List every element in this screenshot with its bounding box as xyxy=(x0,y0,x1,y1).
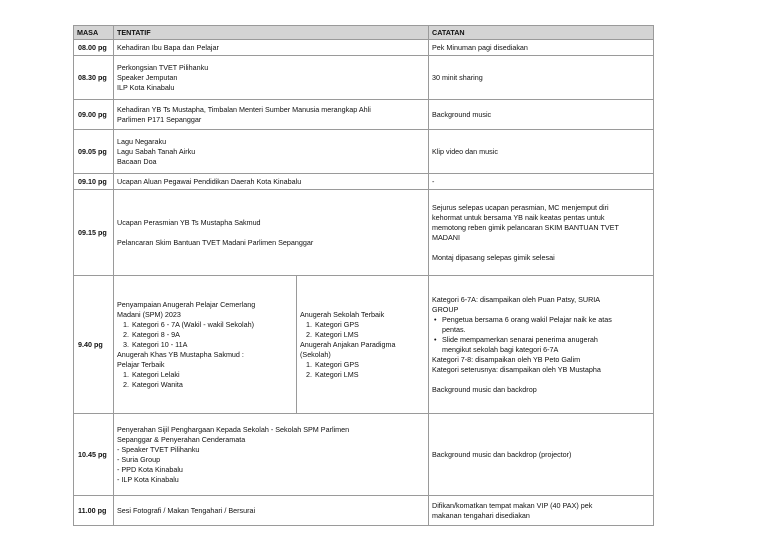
table-row xyxy=(74,130,654,174)
list-item: 1. Kategori 6 - 7A (Wakil - wakil Sekolah) xyxy=(131,320,293,330)
table-row xyxy=(74,174,654,190)
catatan-cell xyxy=(429,414,654,496)
list-item: - ILP Kota Kinabalu xyxy=(117,475,425,485)
catatan-text: - xyxy=(432,176,435,186)
catatan-text: MADANI xyxy=(432,232,460,242)
tentatif-text: Pelancaran Skim Bantuan TVET Madani Parlimen Sepanggar xyxy=(117,237,314,247)
tentatif-text: Ucapan Aluan Pegawai Pendidikan Daerah Kota Kinabalu xyxy=(117,176,302,186)
award-category-list xyxy=(117,370,293,390)
list-item: 2. Kategori 8 - 9A xyxy=(131,330,293,340)
list-item: 3. Kategori 10 - 11A xyxy=(131,340,293,350)
tentatif-text: Speaker Jemputan xyxy=(117,72,178,82)
table-row xyxy=(74,276,654,414)
award-heading: Madani (SPM) 2023 xyxy=(117,309,181,319)
time-cell: 11.00 pg xyxy=(74,496,114,526)
catatan-text: • Pengetua bersama 6 orang wakil Pelajar naik ke atas xyxy=(442,314,612,324)
list-item: 1. Kategori GPS xyxy=(314,320,425,330)
catatan-text: 30 minit sharing xyxy=(432,72,483,82)
table-row xyxy=(74,100,654,130)
tentatif-text: Parlimen P171 Sepanggar xyxy=(117,114,202,124)
award-heading: Anugerah Sekolah Terbaik xyxy=(300,309,385,319)
catatan-text: pentas. xyxy=(442,324,466,334)
time-cell: 09.05 pg xyxy=(74,130,114,174)
time-cell: 08.00 pg xyxy=(74,40,114,56)
header-row xyxy=(74,26,654,40)
tentatif-cell xyxy=(114,130,429,174)
catatan-bullet-list xyxy=(432,315,650,355)
catatan-cell xyxy=(429,174,654,190)
list-item: 2. Kategori LMS xyxy=(314,330,425,340)
list-item xyxy=(442,315,650,335)
schedule-table xyxy=(73,25,654,526)
catatan-text: memotong reben gimik pelancaran SKIM BANTUAN TVET xyxy=(432,222,619,232)
tentatif-text: ILP Kota Kinabalu xyxy=(117,82,175,92)
award-heading: Anugerah Khas YB Mustapha Sakmud : xyxy=(117,349,244,359)
catatan-cell xyxy=(429,40,654,56)
time-cell: 08.30 pg xyxy=(74,56,114,100)
time-cell: 09.10 pg xyxy=(74,174,114,190)
header-catatan: CATATAN xyxy=(429,26,654,40)
catatan-text: Background music xyxy=(432,109,492,119)
catatan-text: • Slide mempamerkan senarai penerima anugerah xyxy=(442,334,598,344)
time-cell: 10.45 pg xyxy=(74,414,114,496)
recipient-list xyxy=(117,445,425,485)
catatan-text: Pek Minuman pagi disediakan xyxy=(432,42,528,52)
catatan-text: GROUP xyxy=(432,304,459,314)
tentatif-cell xyxy=(114,40,429,56)
list-item: 2. Kategori Wanita xyxy=(131,380,293,390)
catatan-text: Background music dan backdrop (projector) xyxy=(432,449,572,459)
award-heading: Anugerah Anjakan Paradigma xyxy=(300,339,396,349)
table-row xyxy=(74,40,654,56)
tentatif-left-cell xyxy=(114,276,297,414)
list-item: - Speaker TVET Pilihanku xyxy=(117,445,425,455)
list-item xyxy=(442,335,650,355)
catatan-text: Difikan/komatkan tempat makan VIP (40 PAX) pek xyxy=(432,500,593,510)
award-heading: Penyampaian Anugerah Pelajar Cemerlang xyxy=(117,299,256,309)
list-item: - Suria Group xyxy=(117,455,425,465)
list-item: 1. Kategori GPS xyxy=(314,360,425,370)
header-masa: MASA xyxy=(74,26,114,40)
table-row xyxy=(74,414,654,496)
catatan-cell xyxy=(429,276,654,414)
tentatif-text: Kehadiran YB Ts Mustapha, Timbalan Menteri Sumber Manusia merangkap Ahli xyxy=(117,104,371,114)
catatan-text: mengikut sekolah bagi kategori 6-7A xyxy=(442,344,559,354)
catatan-text: Kategori 6-7A: disampaikan oleh Puan Patsy, SURIA xyxy=(432,294,601,304)
time-cell: 9.40 pg xyxy=(74,276,114,414)
tentatif-text: Sesi Fotografi / Makan Tengahari / Bersurai xyxy=(117,505,256,515)
catatan-cell xyxy=(429,56,654,100)
tentatif-cell xyxy=(114,190,429,276)
tentatif-text: Perkongsian TVET Pilihanku xyxy=(117,62,209,72)
tentatif-text: Penyerahan Sijil Penghargaan Kepada Sekolah - Sekolah SPM Parlimen xyxy=(117,424,350,434)
award-heading: (Sekolah) xyxy=(300,349,331,359)
catatan-text: Background music dan backdrop xyxy=(432,384,537,394)
catatan-cell xyxy=(429,190,654,276)
catatan-text: Kategori 7-8: disampaikan oleh YB Peto Galim xyxy=(432,354,581,364)
catatan-text: makanan tengahari disediakan xyxy=(432,510,530,520)
time-cell: 09.00 pg xyxy=(74,100,114,130)
time-cell: 09.15 pg xyxy=(74,190,114,276)
list-item: 2. Kategori LMS xyxy=(314,370,425,380)
table-row xyxy=(74,190,654,276)
tentatif-text: Ucapan Perasmian YB Ts Mustapha Sakmud xyxy=(117,217,261,227)
tentatif-right-cell xyxy=(297,276,429,414)
award-heading: Pelajar Terbaik xyxy=(117,359,165,369)
tentatif-text: Kehadiran Ibu Bapa dan Pelajar xyxy=(117,42,219,52)
catatan-cell xyxy=(429,496,654,526)
table-row xyxy=(74,496,654,526)
list-item: - PPD Kota Kinabalu xyxy=(117,465,425,475)
list-item: 1. Kategori Lelaki xyxy=(131,370,293,380)
tentatif-text: Lagu Sabah Tanah Airku xyxy=(117,146,196,156)
tentatif-text: Sepanggar & Penyerahan Cenderamata xyxy=(117,434,246,444)
award-category-list xyxy=(117,320,293,350)
catatan-text: Klip video dan music xyxy=(432,146,498,156)
catatan-text: Kategori seterusnya: disampaikan oleh YB Mustapha xyxy=(432,364,601,374)
tentatif-text: Bacaan Doa xyxy=(117,156,157,166)
tentatif-cell xyxy=(114,174,429,190)
tentatif-cell xyxy=(114,496,429,526)
header-tentatif: TENTATIF xyxy=(114,26,429,40)
catatan-text: kehormat untuk bersama YB naik keatas pentas untuk xyxy=(432,212,605,222)
catatan-text: Montaj dipasang selepas gimik selesai xyxy=(432,252,555,262)
tentatif-cell xyxy=(114,100,429,130)
table-row xyxy=(74,56,654,100)
catatan-cell xyxy=(429,130,654,174)
award-category-list xyxy=(300,360,425,380)
catatan-text: Sejurus selepas ucapan perasmian, MC menjemput diri xyxy=(432,202,609,212)
catatan-cell xyxy=(429,100,654,130)
tentatif-text: Lagu Negaraku xyxy=(117,136,167,146)
tentatif-cell xyxy=(114,56,429,100)
tentatif-cell xyxy=(114,414,429,496)
award-category-list xyxy=(300,320,425,340)
